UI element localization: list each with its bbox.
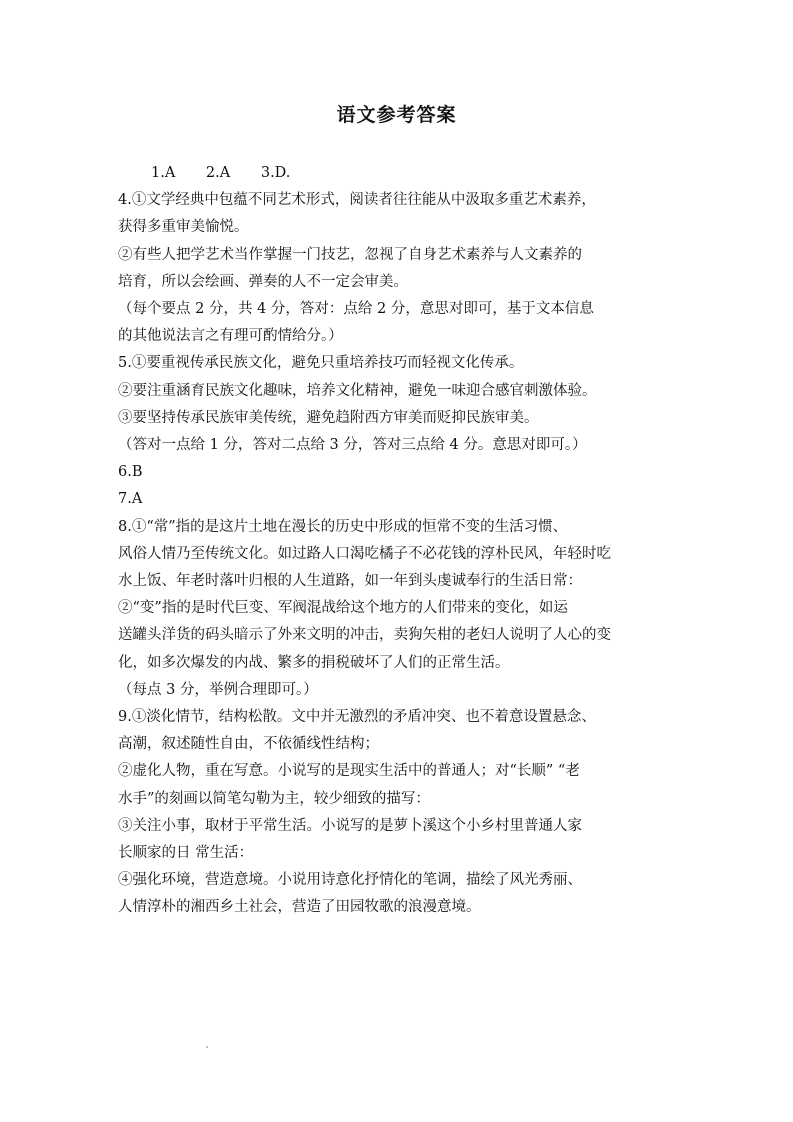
answer-9-line-1: 9.①淡化情节，结构松散。文中并无激烈的矛盾冲突、也不着意设置悬念、 <box>118 709 596 726</box>
answer-9-line-5: ③关注小事，取材于平常生活。小说写的是萝卜溪这个小乡村里普通人家 <box>118 817 582 834</box>
answer-8-note: （每点 3 分，举例合理即可。） <box>118 681 318 698</box>
answer-8-line-1: 8.①“常”指的是这片土地在漫长的历史中形成的恒常不变的生活习惯、 <box>118 518 568 535</box>
answer-4-note-2: 的其他说法言之有理可酌情给分。） <box>118 328 343 345</box>
answer-5-note: （答对一点给 1 分，答对二点给 3 分，答对三点给 4 分。意思对即可。） <box>118 437 587 454</box>
answer-9-line-2: 高潮，叙述随性自由，不依循线性结构； <box>118 736 379 753</box>
answer-9-line-6: 长顺家的日 常生活： <box>118 845 254 862</box>
answer-9-line-7: ④强化环境，营造意境。小说用诗意化抒情化的笔调，描绘了风光秀丽、 <box>118 872 582 889</box>
answer-8-line-5: 送罐头洋货的码头暗示了外来文明的冲击，卖狗矢柑的老妇人说明了人心的变 <box>118 627 611 644</box>
answer-4-line-4: 培育，所以会绘画、弹奏的人不一定会审美。 <box>118 273 408 290</box>
answer-4-line-3: ②有些人把学艺术当作掌握一门技艺，忽视了自身艺术素养与人文素养的 <box>118 246 582 263</box>
answer-2: 2.A <box>205 165 231 181</box>
scan-dot <box>206 1046 208 1048</box>
answer-5-line-2: ②要注重涵育民族文化趣味，培养文化精神，避免一味迎合感官刺激体验。 <box>118 382 597 399</box>
answer-6: 6.B <box>118 464 143 481</box>
answers-1-3 <box>118 160 688 187</box>
page-title: 语文参考答案 <box>336 104 457 126</box>
answer-9-line-8: 人情淳朴的湘西乡土社会，营造了田园牧歌的浪漫意境。 <box>118 899 481 916</box>
answer-7: 7.A <box>118 491 143 508</box>
answer-8-line-2: 风俗人情乃至传统文化。如过路人口渴吃橘子不必花钱的淳朴民风，年轻时吃 <box>118 545 611 562</box>
answer-9-line-4: 水手”的刻画以简笔勾勒为主，较少细致的描写： <box>118 790 430 807</box>
answer-3: 3.D. <box>260 165 291 181</box>
answer-content <box>118 160 688 922</box>
answer-4-line-2: 获得多重审美愉悦。 <box>118 219 249 236</box>
answer-8-line-3: 水上饭、年老时落叶归根的人生道路，如一年到头虔诚奉行的生活日常： <box>118 573 582 590</box>
answer-5-line-1: 5.①要重视传承民族文化，避免只重培养技巧而轻视文化传承。 <box>118 355 524 372</box>
answer-8-line-6: 化，如多次爆发的内战、繁多的捐税破坏了人们的正常生活。 <box>118 654 510 671</box>
answer-4-line-1: 4.①文学经典中包蕴不同艺术形式，阅读者往往能从中汲取多重艺术素养， <box>118 192 596 209</box>
answer-1: 1.A <box>151 165 176 181</box>
answer-5-line-3: ③要坚持传承民族审美传统，避免趋附西方审美而贬抑民族审美。 <box>118 409 539 426</box>
answer-4-note-1: （每个要点 2 分，共 4 分，答对：点给 2 分，意思对即可，基于文本信息 <box>118 301 594 318</box>
answer-9-line-3: ②虚化人物，重在写意。小说写的是现实生活中的普通人；对“长顺” “老 <box>118 763 580 780</box>
answer-8-line-4: ②“变”指的是时代巨变、军阀混战给这个地方的人们带来的变化，如运 <box>118 600 568 617</box>
